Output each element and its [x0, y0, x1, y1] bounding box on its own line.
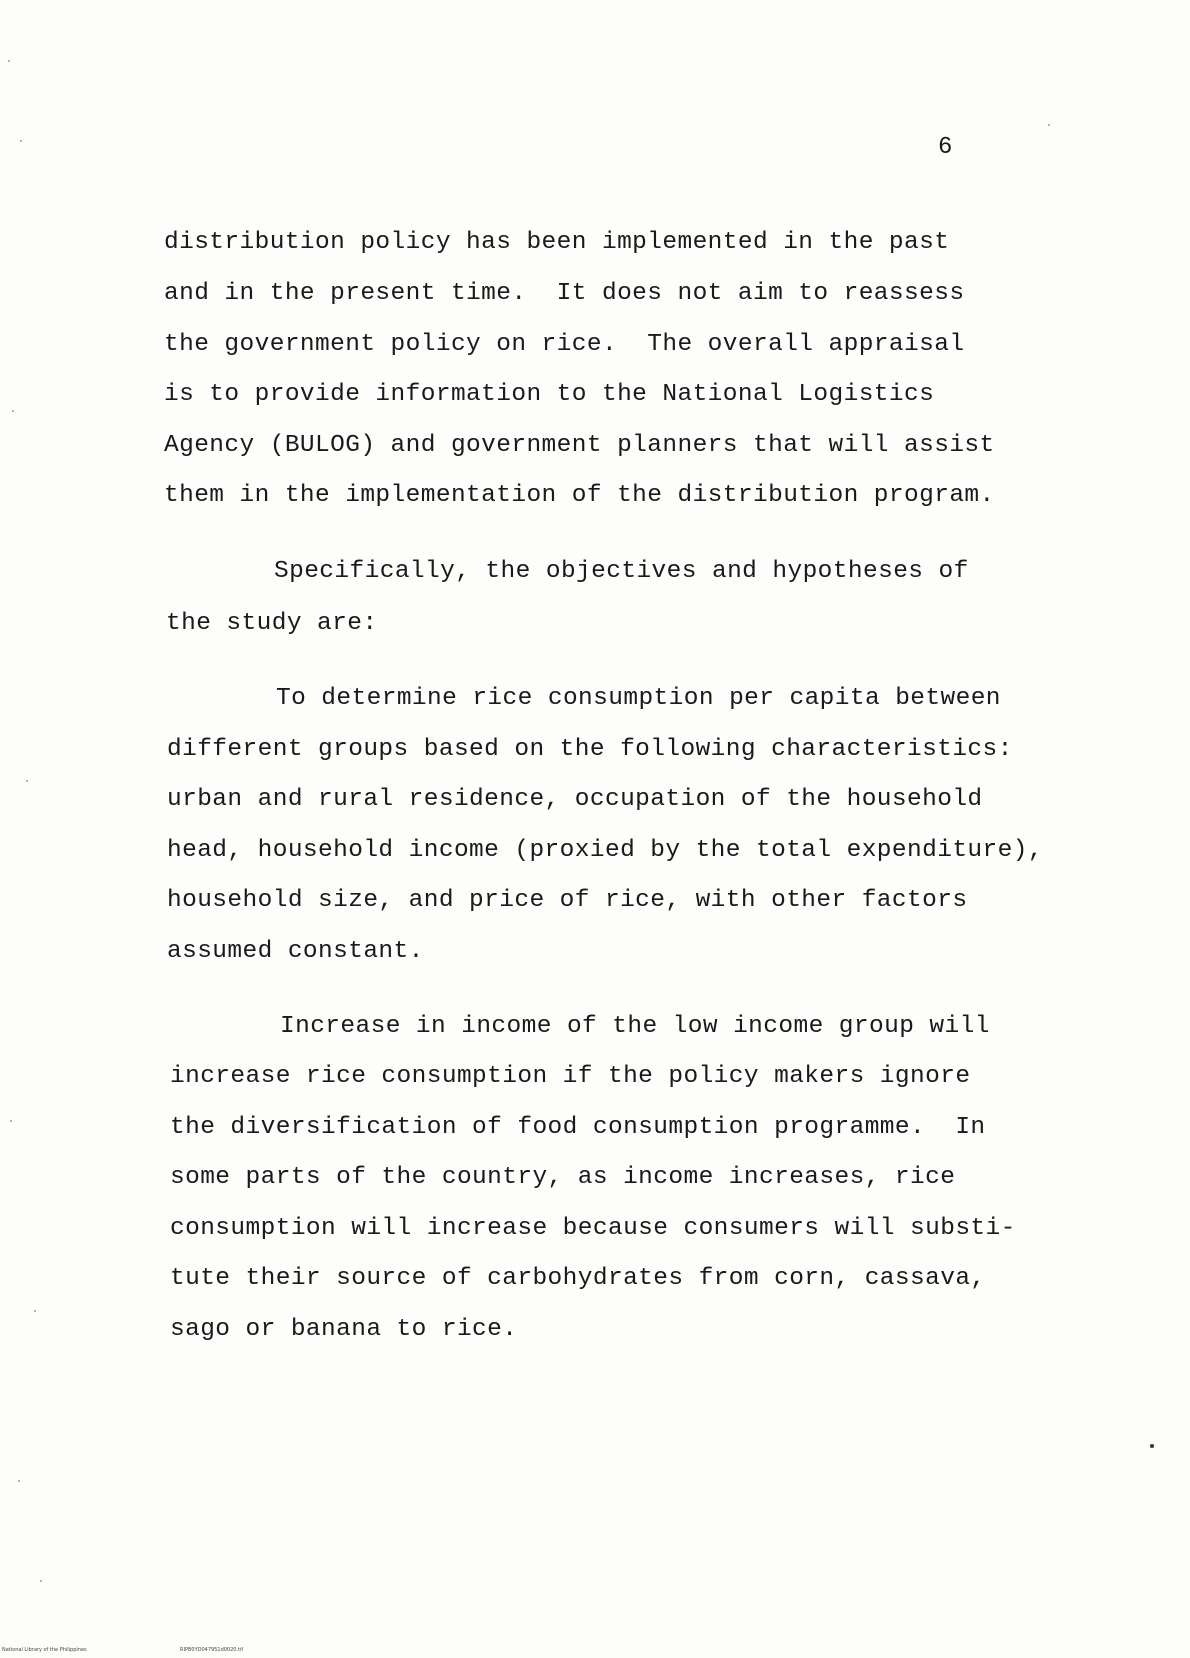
paragraph-1-line-2: and in the present time. It does not aim to reassess — [164, 280, 965, 307]
paragraph-1-line-6: them in the implementation of the distribution program. — [164, 482, 995, 509]
paragraph-3-line-5: household size, and price of rice, with other factors — [167, 887, 968, 914]
paragraph-3-line-2: different groups based on the following characteristics: — [167, 736, 1013, 763]
scan-speck — [1048, 124, 1050, 126]
paragraph-4-line-1: Increase in income of the low income group will — [280, 1013, 990, 1040]
paragraph-4-line-6: tute their source of carbohydrates from corn, cassava, — [170, 1265, 986, 1292]
scan-speck — [1150, 1444, 1154, 1448]
scan-speck — [18, 1480, 20, 1482]
footer-library: National Library of the Philippines — [2, 1647, 87, 1653]
scan-speck — [8, 60, 10, 62]
paragraph-3-line-6: assumed constant. — [167, 938, 424, 965]
scan-speck — [12, 410, 14, 412]
paragraph-2-line-2: the study are: — [166, 610, 378, 637]
paragraph-4-line-7: sago or banana to rice. — [170, 1316, 518, 1343]
page-number: 6 — [938, 134, 953, 161]
paragraph-4-line-3: the diversification of food consumption programme. In — [170, 1114, 986, 1141]
scan-speck — [20, 140, 22, 142]
paragraph-3-line-4: head, household income (proxied by the total expenditure), — [167, 837, 1043, 864]
scan-speck — [40, 1580, 42, 1582]
paragraph-2-line-1: Specifically, the objectives and hypotheses of — [274, 558, 969, 585]
paragraph-1-line-3: the government policy on rice. The overall appraisal — [164, 331, 965, 358]
paragraph-4-line-4: some parts of the country, as income increases, rice — [170, 1164, 956, 1191]
paragraph-1-line-4: is to provide information to the National Logistics — [164, 381, 935, 408]
paragraph-1-line-1: distribution policy has been implemented in the past — [164, 229, 950, 256]
paragraph-4-line-5: consumption will increase because consumers will substi- — [170, 1215, 1016, 1242]
footer-filename: RIPB0YD047951d0020.tif — [180, 1647, 244, 1653]
scan-speck — [26, 780, 28, 782]
paragraph-3-line-1: To determine rice consumption per capita between — [276, 685, 1001, 712]
scan-speck — [10, 1120, 12, 1122]
scan-speck — [34, 1310, 36, 1312]
paragraph-4-line-2: increase rice consumption if the policy makers ignore — [170, 1063, 971, 1090]
paragraph-3-line-3: urban and rural residence, occupation of the household — [167, 786, 983, 813]
paragraph-1-line-5: Agency (BULOG) and government planners that will assist — [164, 432, 995, 459]
